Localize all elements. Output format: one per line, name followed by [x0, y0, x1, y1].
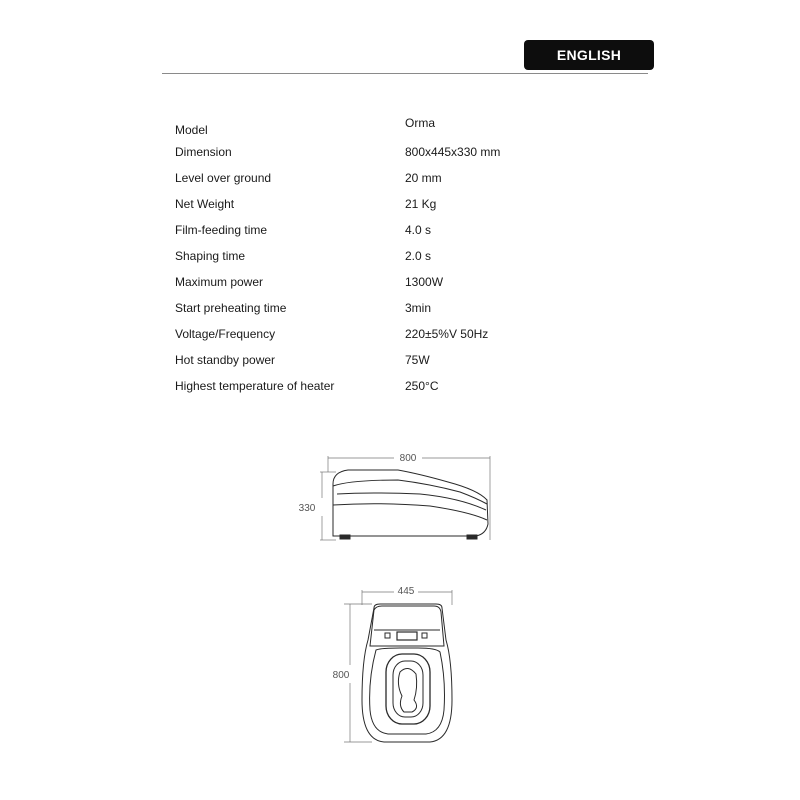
spec-value: 220±5%V 50Hz — [405, 327, 489, 341]
language-tab-english[interactable]: ENGLISH — [524, 40, 654, 70]
top-view-drawing — [344, 590, 452, 742]
side-view-height-label: 330 — [298, 503, 316, 514]
spec-value: 1300W — [405, 275, 444, 289]
spec-label: Level over ground — [175, 171, 272, 185]
spec-label: Start preheating time — [175, 301, 287, 315]
spec-value: 800x445x330 mm — [405, 145, 501, 159]
spec-label: Highest temperature of heater — [175, 379, 335, 393]
spec-label: Maximum power — [175, 275, 264, 289]
spec-value: 250°C — [405, 379, 439, 393]
spec-value: 3min — [405, 301, 432, 315]
spec-label: Dimension — [175, 145, 232, 159]
spec-value: 75W — [405, 353, 430, 367]
side-view-drawing — [320, 456, 490, 540]
top-view-width-label: 445 — [397, 586, 415, 597]
spec-label: Net Weight — [175, 197, 235, 211]
side-view-width-label: 800 — [399, 453, 417, 464]
spec-value: Orma — [405, 116, 435, 130]
spec-value: 21 Kg — [405, 197, 437, 211]
spec-label: Film-feeding time — [175, 223, 268, 237]
spec-value: 4.0 s — [405, 223, 432, 237]
top-view-length-label: 800 — [332, 670, 350, 681]
spec-value: 20 mm — [405, 171, 442, 185]
spec-label: Hot standby power — [175, 353, 276, 367]
spec-label: Model — [175, 123, 208, 137]
spec-label: Voltage/Frequency — [175, 327, 276, 341]
spec-label: Shaping time — [175, 249, 246, 263]
spec-value: 2.0 s — [405, 249, 432, 263]
